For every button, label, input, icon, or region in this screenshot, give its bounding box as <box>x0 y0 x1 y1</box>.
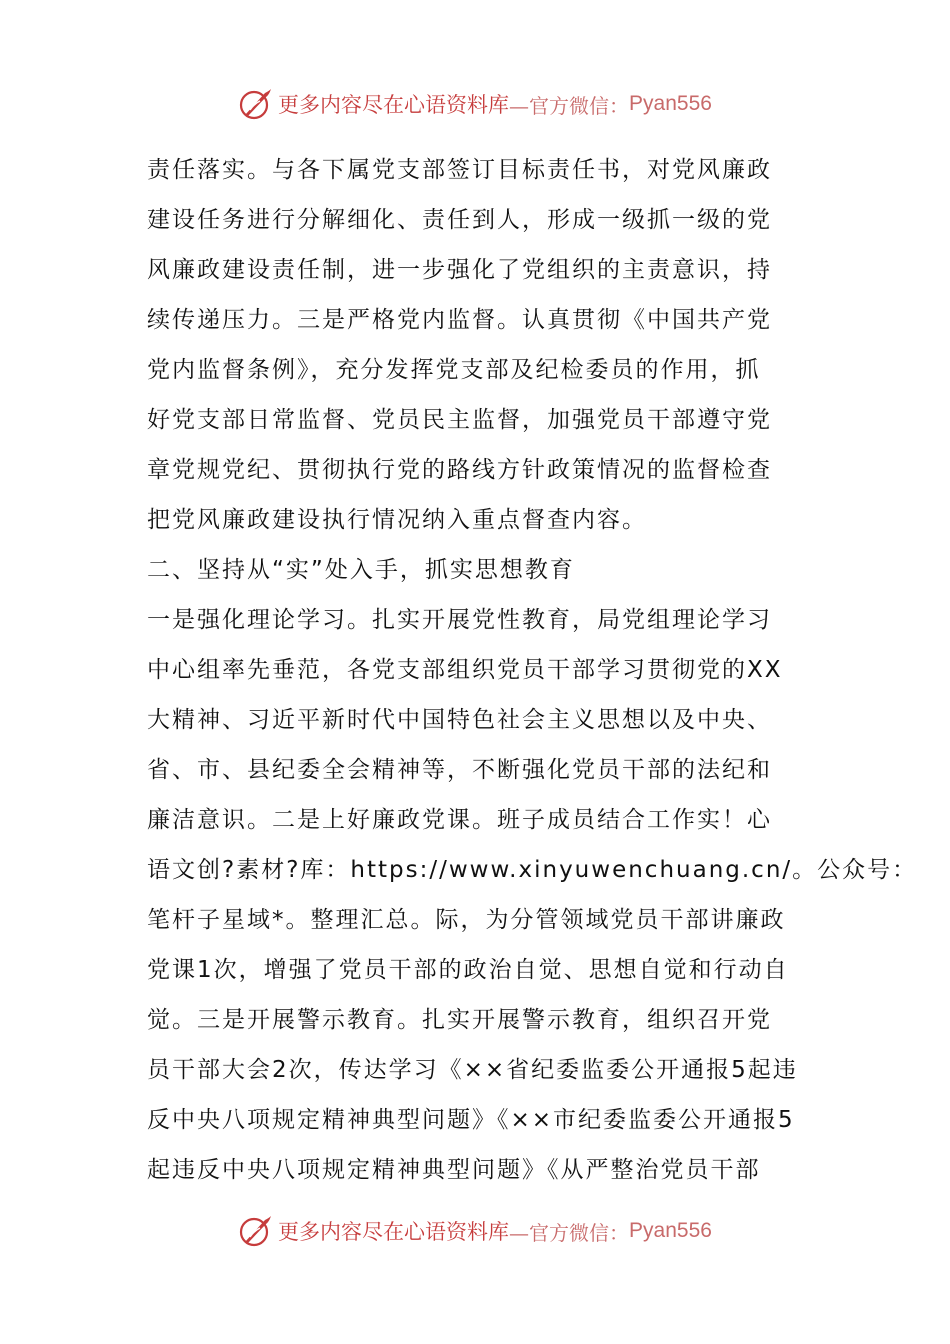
quill-logo-icon <box>238 86 274 122</box>
body-line: 风廉政建设责任制，进一步强化了党组织的主责意识，持 <box>147 257 772 283</box>
footer-main-text: 更多内容尽在心语资料库 <box>278 1220 510 1244</box>
header-wechat-id: Pyan556 <box>629 92 712 115</box>
body-line: 党课1次，增强了党员干部的政治自觉、思想自觉和行动自 <box>147 957 789 983</box>
body-line: 章党规党纪、贯彻执行党的路线方针政策情况的监督检查 <box>147 457 772 483</box>
body-line: 一是强化理论学习。扎实开展党性教育，局党组理论学习 <box>147 607 772 633</box>
header-sub-text: —官方微信： <box>509 93 630 118</box>
header-main-text: 更多内容尽在心语资料库 <box>278 93 510 117</box>
footer-sub-text: —官方微信： <box>509 1220 630 1245</box>
body-line: 把党风廉政建设执行情况纳入重点督查内容。 <box>147 507 647 533</box>
body-line: 反中央八项规定精神典型问题》《××市纪委监委公开通报5 <box>147 1107 795 1133</box>
body-line: 中心组率先垂范，各党支部组织党员干部学习贯彻党的XX <box>147 657 783 683</box>
body-line: 好党支部日常监督、党员民主监督，加强党员干部遵守党 <box>147 407 772 433</box>
body-line: 员干部大会2次，传达学习《××省纪委监委公开通报5起违 <box>147 1057 798 1083</box>
body-line: 党内监督条例》，充分发挥党支部及纪检委员的作用，抓 <box>147 357 761 383</box>
section-heading: 二、坚持从“实”处入手，抓实思想教育 <box>147 557 575 583</box>
body-line: 语文创?素材?库：https://www.xinyuwenchuang.cn/。公众号： <box>147 857 918 883</box>
body-line: 起违反中央八项规定精神典型问题》《从严整治党员干部 <box>147 1157 761 1183</box>
body-line: 笔杆子星域*。整理汇总。际，为分管领域党员干部讲廉政 <box>147 907 786 933</box>
body-line: 大精神、习近平新时代中国特色社会主义思想以及中央、 <box>147 707 772 733</box>
header-watermark <box>0 84 950 124</box>
footer-wechat-id: Pyan556 <box>629 1219 712 1242</box>
body-line: 责任落实。与各下属党支部签订目标责任书，对党风廉政 <box>147 157 772 183</box>
body-line: 省、市、县纪委全会精神等，不断强化党员干部的法纪和 <box>147 757 772 783</box>
body-line: 续传递压力。三是严格党内监督。认真贯彻《中国共产党 <box>147 307 772 333</box>
quill-logo-icon <box>238 1213 274 1249</box>
footer-watermark <box>0 1211 950 1251</box>
body-line: 建设任务进行分解细化、责任到人，形成一级抓一级的党 <box>147 207 772 233</box>
document-body <box>147 145 918 1195</box>
body-line: 觉。三是开展警示教育。扎实开展警示教育，组织召开党 <box>147 1007 772 1033</box>
body-line: 廉洁意识。二是上好廉政党课。班子成员结合工作实！心 <box>147 807 772 833</box>
